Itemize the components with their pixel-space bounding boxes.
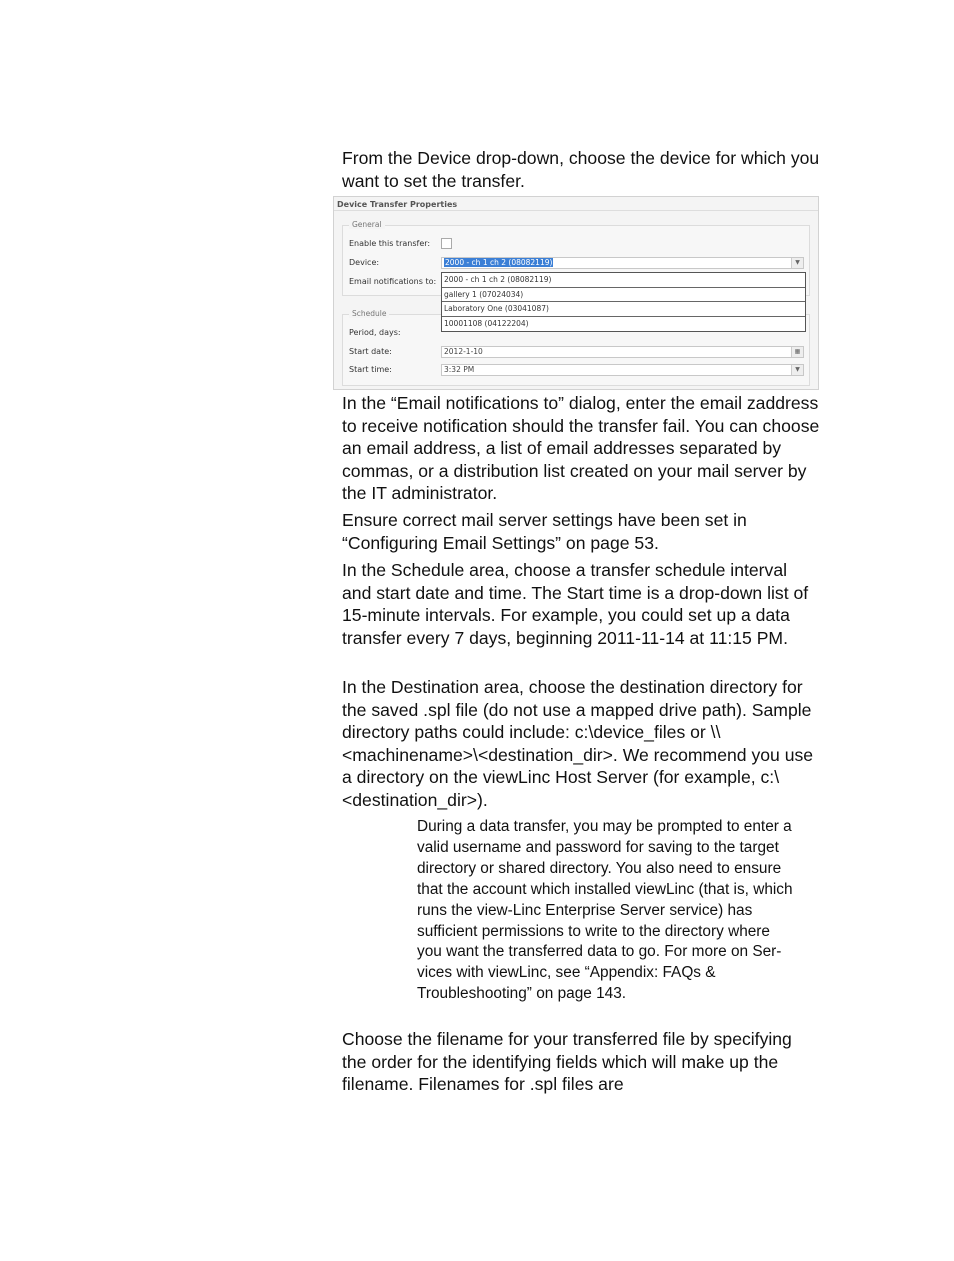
enable-checkbox[interactable] (441, 238, 452, 249)
schedule-paragraph: In the Schedule area, choose a transfer schedule interval and start date and time. The Start time is a drop-down list of 15-minute intervals. For example, you could set up a data transfer every 7 days, beginning 2011-11-14 at 11:15 PM. (342, 560, 809, 648)
start-time-select[interactable] (441, 364, 804, 376)
period-label: Period, days: (349, 328, 401, 337)
chevron-down-icon[interactable]: ▼ (791, 258, 803, 268)
dropdown-option[interactable]: 2000 - ch 1 ch 2 (08082119) (442, 273, 805, 288)
dialog-title: Device Transfer Properties (337, 200, 458, 209)
general-legend: General (349, 220, 385, 229)
destination-paragraph: In the Destination area, choose the destination directory for the saved .spl file (do not use a mapped drive path). Sample directory paths could include: c:\device_files or \\<machinename>\<destination_dir>. We recommend you use a directory on the viewLinc Host Server (for example, c:\<destination_dir>). (342, 677, 814, 810)
schedule-legend: Schedule (349, 309, 389, 318)
device-label: Device: (349, 258, 380, 267)
chevron-down-icon[interactable]: ▼ (791, 365, 803, 375)
start-date-field[interactable] (441, 346, 804, 358)
start-time-label: Start time: (349, 365, 392, 374)
intro-text: From the Device drop-down, choose the device for which you want to set the transfer. (342, 148, 820, 191)
device-select[interactable] (441, 257, 804, 269)
device-dropdown-list (441, 272, 806, 332)
calendar-icon[interactable]: ▦ (791, 347, 803, 357)
dropdown-option[interactable]: Laboratory One (03041087) (442, 302, 805, 317)
email-label: Email notifications to: (349, 277, 437, 286)
device-transfer-dialog (333, 196, 819, 390)
note-text: During a data transfer, you may be prompted to enter a valid username and password for saving to the target directory or shared directory. You also need to ensure that the account which installed viewLinc (that is, which runs the view-Linc Enterprise Server service) has sufficient permissions to write to the directory where you want the transferred data to go. For more on Ser-vices with viewLinc, see “Appendix: FAQs & Troubleshooting” on page 143. (417, 818, 793, 1003)
dropdown-option[interactable]: gallery 1 (07024034) (442, 288, 805, 303)
device-selected-value: 2000 - ch 1 ch 2 (08082119) (445, 258, 553, 267)
dialog-divider (334, 210, 818, 211)
filename-paragraph: Choose the filename for your transferred file by specifying the order for the identifying fields which will make up the filename. Filenames for .spl files are (342, 1029, 792, 1095)
mail-server-paragraph: Ensure correct mail server settings have been set in “Configuring Email Settings” on page 53. (342, 510, 747, 553)
dropdown-option[interactable]: 10001108 (04122204) (444, 318, 529, 328)
email-paragraph: In the “Email notifications to” dialog, enter the email zaddress to receive notification should the transfer fail. You can choose an email address, a list of email addresses separated by commas, or a distribution list created on your mail server by the IT administrator. (342, 393, 820, 504)
start-date-label: Start date: (349, 347, 392, 356)
start-date-value: 2012-1-10 (444, 347, 483, 356)
enable-label: Enable this transfer: (349, 239, 431, 248)
start-time-value: 3:32 PM (444, 365, 475, 374)
